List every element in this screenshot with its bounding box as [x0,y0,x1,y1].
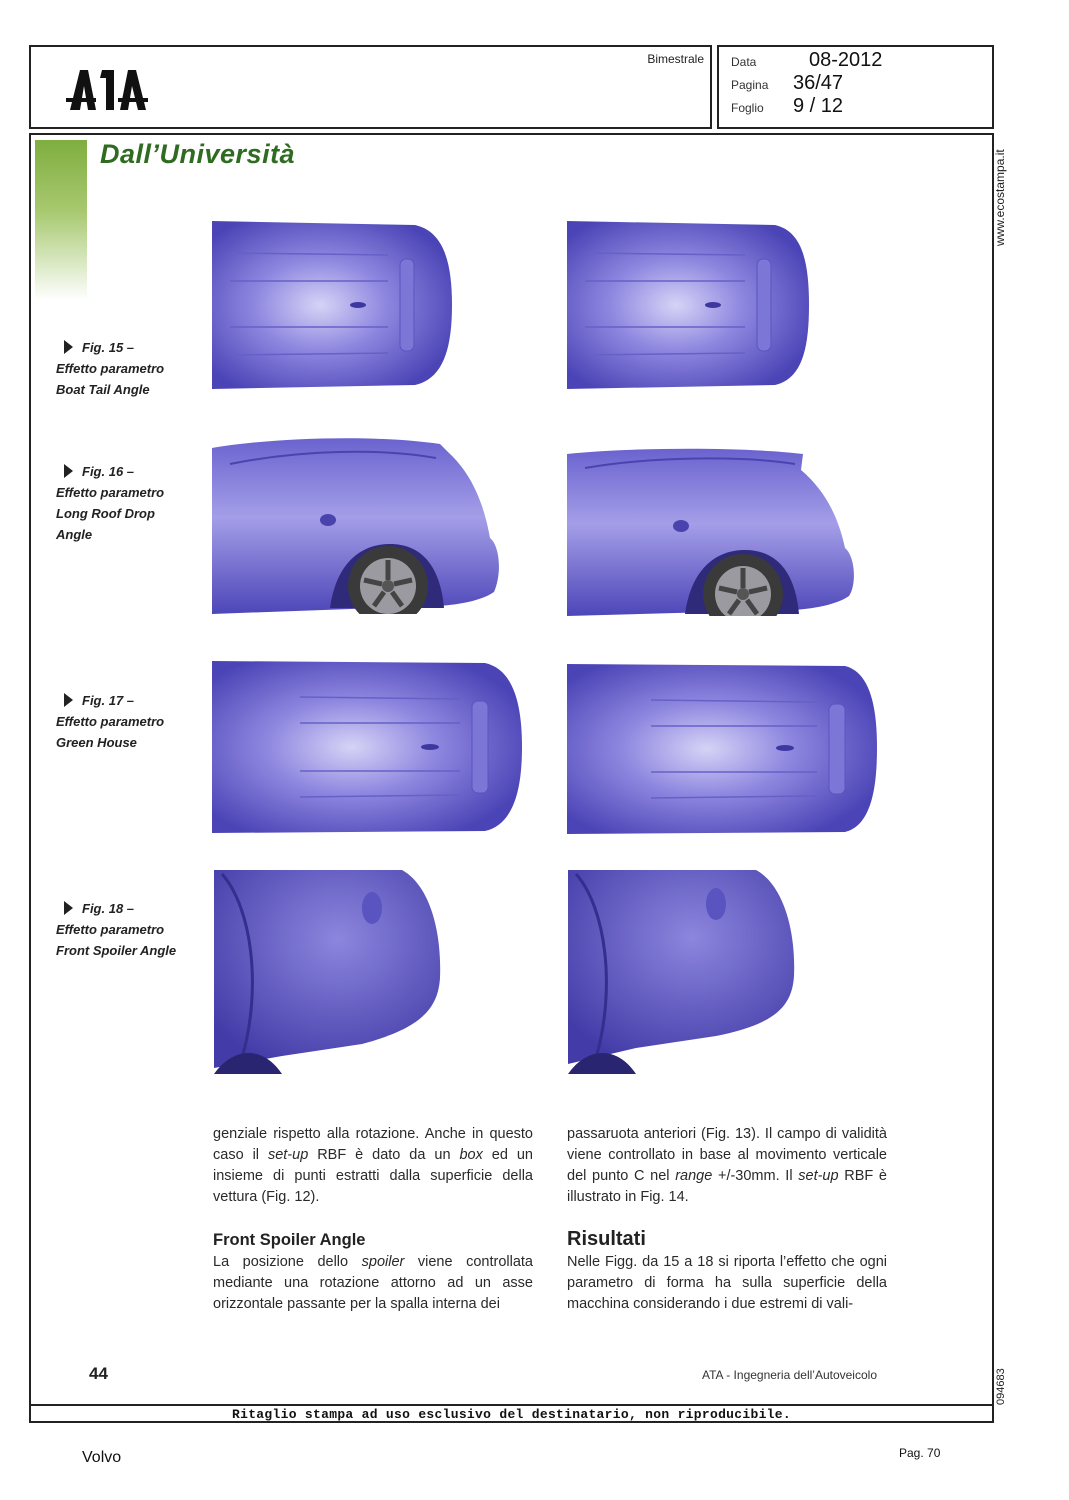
caption-arrow-icon [64,693,73,707]
date-value: 08-2012 [809,49,883,71]
clipping-notice: Ritaglio stampa ad uso esclusivo del destinatario, non riproducibile. [29,1404,994,1423]
fig18-front-render-left [212,868,446,1074]
paragraph: La posizione dello spoiler viene controllata mediante una rotazione attorno ad un asse orizzontale passante per la spalla interna dei [213,1254,533,1312]
side-code: 094683 [995,1368,1007,1405]
fig15-roof-render-right [565,219,811,391]
fig15-caption: Fig. 15 – Effetto parametro Boat Tail Angle [56,340,165,397]
brand-label: Volvo [82,1449,122,1466]
subheading-front-spoiler: Front Spoiler Angle [213,1231,366,1249]
fig17-roof-render-right [565,660,881,838]
caption-arrow-icon [64,340,73,354]
fig16-caption: Fig. 16 – Effetto parametro Long Roof Drop Angle [56,464,165,542]
issue-info-box [717,45,994,129]
text-column-left [213,1124,533,1315]
fig18-front-render-right [566,868,800,1074]
side-url: www.ecostampa.it [993,149,1007,246]
fig15-roof-render-left [210,219,456,391]
date-label: Data [731,55,757,69]
subheading-risultati: Risultati [567,1228,646,1250]
fig17-caption: Fig. 17 – Effetto parametro Green House [56,693,165,750]
frequency-label: Bimestrale [647,52,704,66]
text-column-right [567,1124,887,1315]
fig16-side-render-right [565,444,857,624]
section-color-bar [35,140,87,300]
caption-arrow-icon [64,464,73,478]
clipping-page-number: Pag. 70 [899,1446,941,1460]
fig17-roof-render-left [210,657,526,837]
section-title: Dall’Università [100,139,296,169]
sheet-label: Foglio [731,101,764,115]
journal-name: ATA - Ingegneria dell’Autoveicolo [702,1368,877,1382]
page-value: 36/47 [793,72,844,94]
page-label: Pagina [731,78,769,92]
paragraph: passaruota anteriori (Fig. 13). Il campo di validità viene controllato in base al movimento verticale del punto C nel range +/-30mm. Il set-up RBF è illustrato in Fig. 14. [567,1126,887,1205]
paragraph: Nelle Figg. da 15 a 18 si riporta l’effetto che ogni parametro di forma ha sulla superficie della macchina considerando i due estremi di vali- [567,1254,887,1312]
paragraph: genziale rispetto alla rotazione. Anche in questo caso il set-up RBF è dato da un box ed un insieme di punti estratti dalla superficie della vettura (Fig. 12). [213,1126,533,1205]
caption-arrow-icon [64,901,73,915]
sheet-value: 9 / 12 [793,95,844,117]
fig16-side-render-left [210,434,502,622]
page-number: 44 [89,1364,108,1383]
ata-logo [66,68,154,117]
fig18-caption: Fig. 18 – Effetto parametro Front Spoiler Angle [56,901,177,958]
